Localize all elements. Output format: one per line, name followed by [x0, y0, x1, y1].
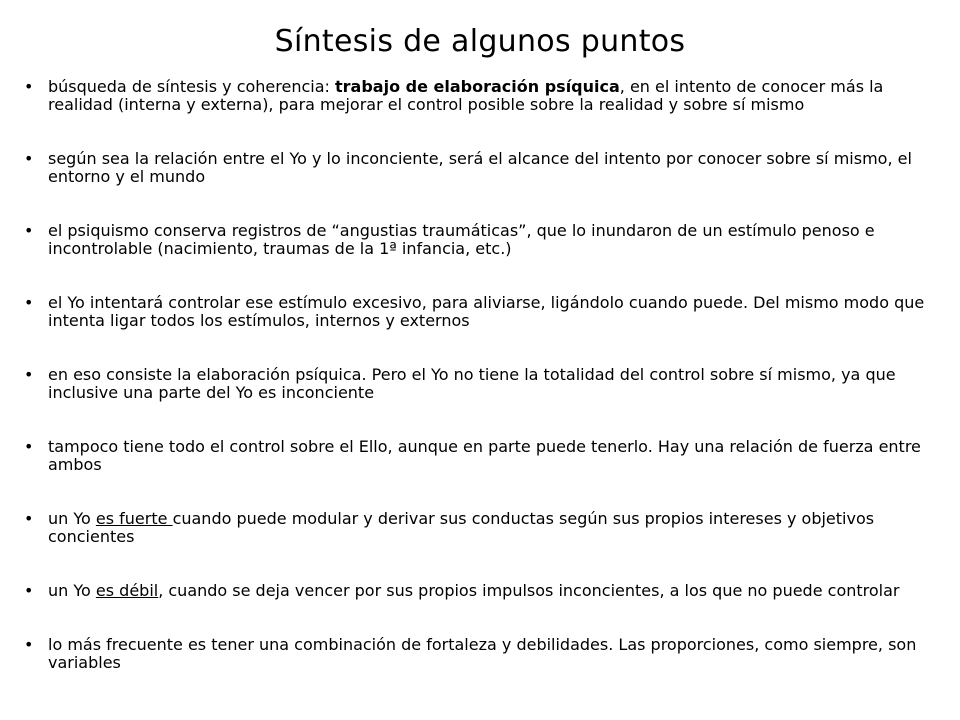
bullet-text-end: , en el intento de conocer más la realidad (interna y externa), para mejorar el control posible sobre la realidad y sobre sí mismo: [48, 77, 884, 114]
bullet-text: el psiquismo conserva registros de “angustias traumáticas”, que lo inundaron de un estímulo penoso e incontrolable (nacimiento, traumas de la 1ª infancia, etc.): [48, 221, 875, 258]
bullet-item-yo-fuerte: [24, 510, 944, 546]
bullet-item-elaboracion: [24, 78, 944, 114]
bullet-text: en eso consiste la elaboración psíquica. Pero el Yo no tiene la totalidad del control sobre sí mismo, ya que inclusive una parte del Yo es inconciente: [48, 365, 896, 402]
bullet-marker: •: [24, 635, 34, 654]
bullet-item-combinacion: [24, 636, 944, 672]
bullet-item-relacion: [24, 150, 944, 186]
bullet-text-end: cuando puede modular y derivar sus conductas según sus propios intereses y objetivos concientes: [48, 509, 875, 546]
bullet-text: lo más frecuente es tener una combinación de fortaleza y debilidades. Las proporciones, como siempre, son variables: [48, 635, 917, 672]
bullet-text: el Yo intentará controlar ese estímulo excesivo, para aliviarse, ligándolo cuando puede. Del mismo modo que intenta ligar todos los estímulos, internos y externos: [48, 293, 925, 330]
bullet-text-end: , cuando se deja vencer por sus propios impulsos inconcientes, a los que no puede controlar: [158, 581, 900, 600]
bullet-text-bold: trabajo de elaboración psíquica: [335, 77, 620, 96]
bullet-item-totalidad: [24, 366, 944, 402]
slide-title: Síntesis de algunos puntos: [274, 24, 686, 59]
bullet-text-underlined: es fuerte: [95, 509, 173, 528]
bullet-item-yo-debil: [24, 582, 944, 600]
bullet-text-start: búsqueda de síntesis y coherencia:: [48, 77, 336, 96]
bullet-item-ello: [24, 438, 944, 474]
bullet-text: tampoco tiene todo el control sobre el Ello, aunque en parte puede tenerlo. Hay una relación de fuerza entre ambos: [48, 437, 921, 474]
bullet-marker: •: [24, 437, 34, 456]
bullet-marker: •: [24, 581, 34, 600]
bullet-text-start: un Yo: [48, 581, 96, 600]
bullet-text-start: un Yo: [48, 509, 96, 528]
bullet-marker: •: [24, 365, 34, 384]
bullet-text-underlined: es débil: [95, 581, 159, 600]
bullet-text: según sea la relación entre el Yo y lo inconciente, será el alcance del intento por conocer sobre sí mismo, el entorno y el mundo: [48, 149, 912, 186]
bullet-item-angustias: [24, 222, 944, 258]
bullet-marker: •: [24, 221, 34, 240]
bullet-list: [24, 78, 944, 672]
bullet-marker: •: [24, 293, 34, 312]
bullet-marker: •: [24, 149, 34, 168]
bullet-marker: •: [24, 509, 34, 528]
bullet-marker: •: [24, 77, 34, 96]
bullet-item-controlar: [24, 294, 944, 330]
